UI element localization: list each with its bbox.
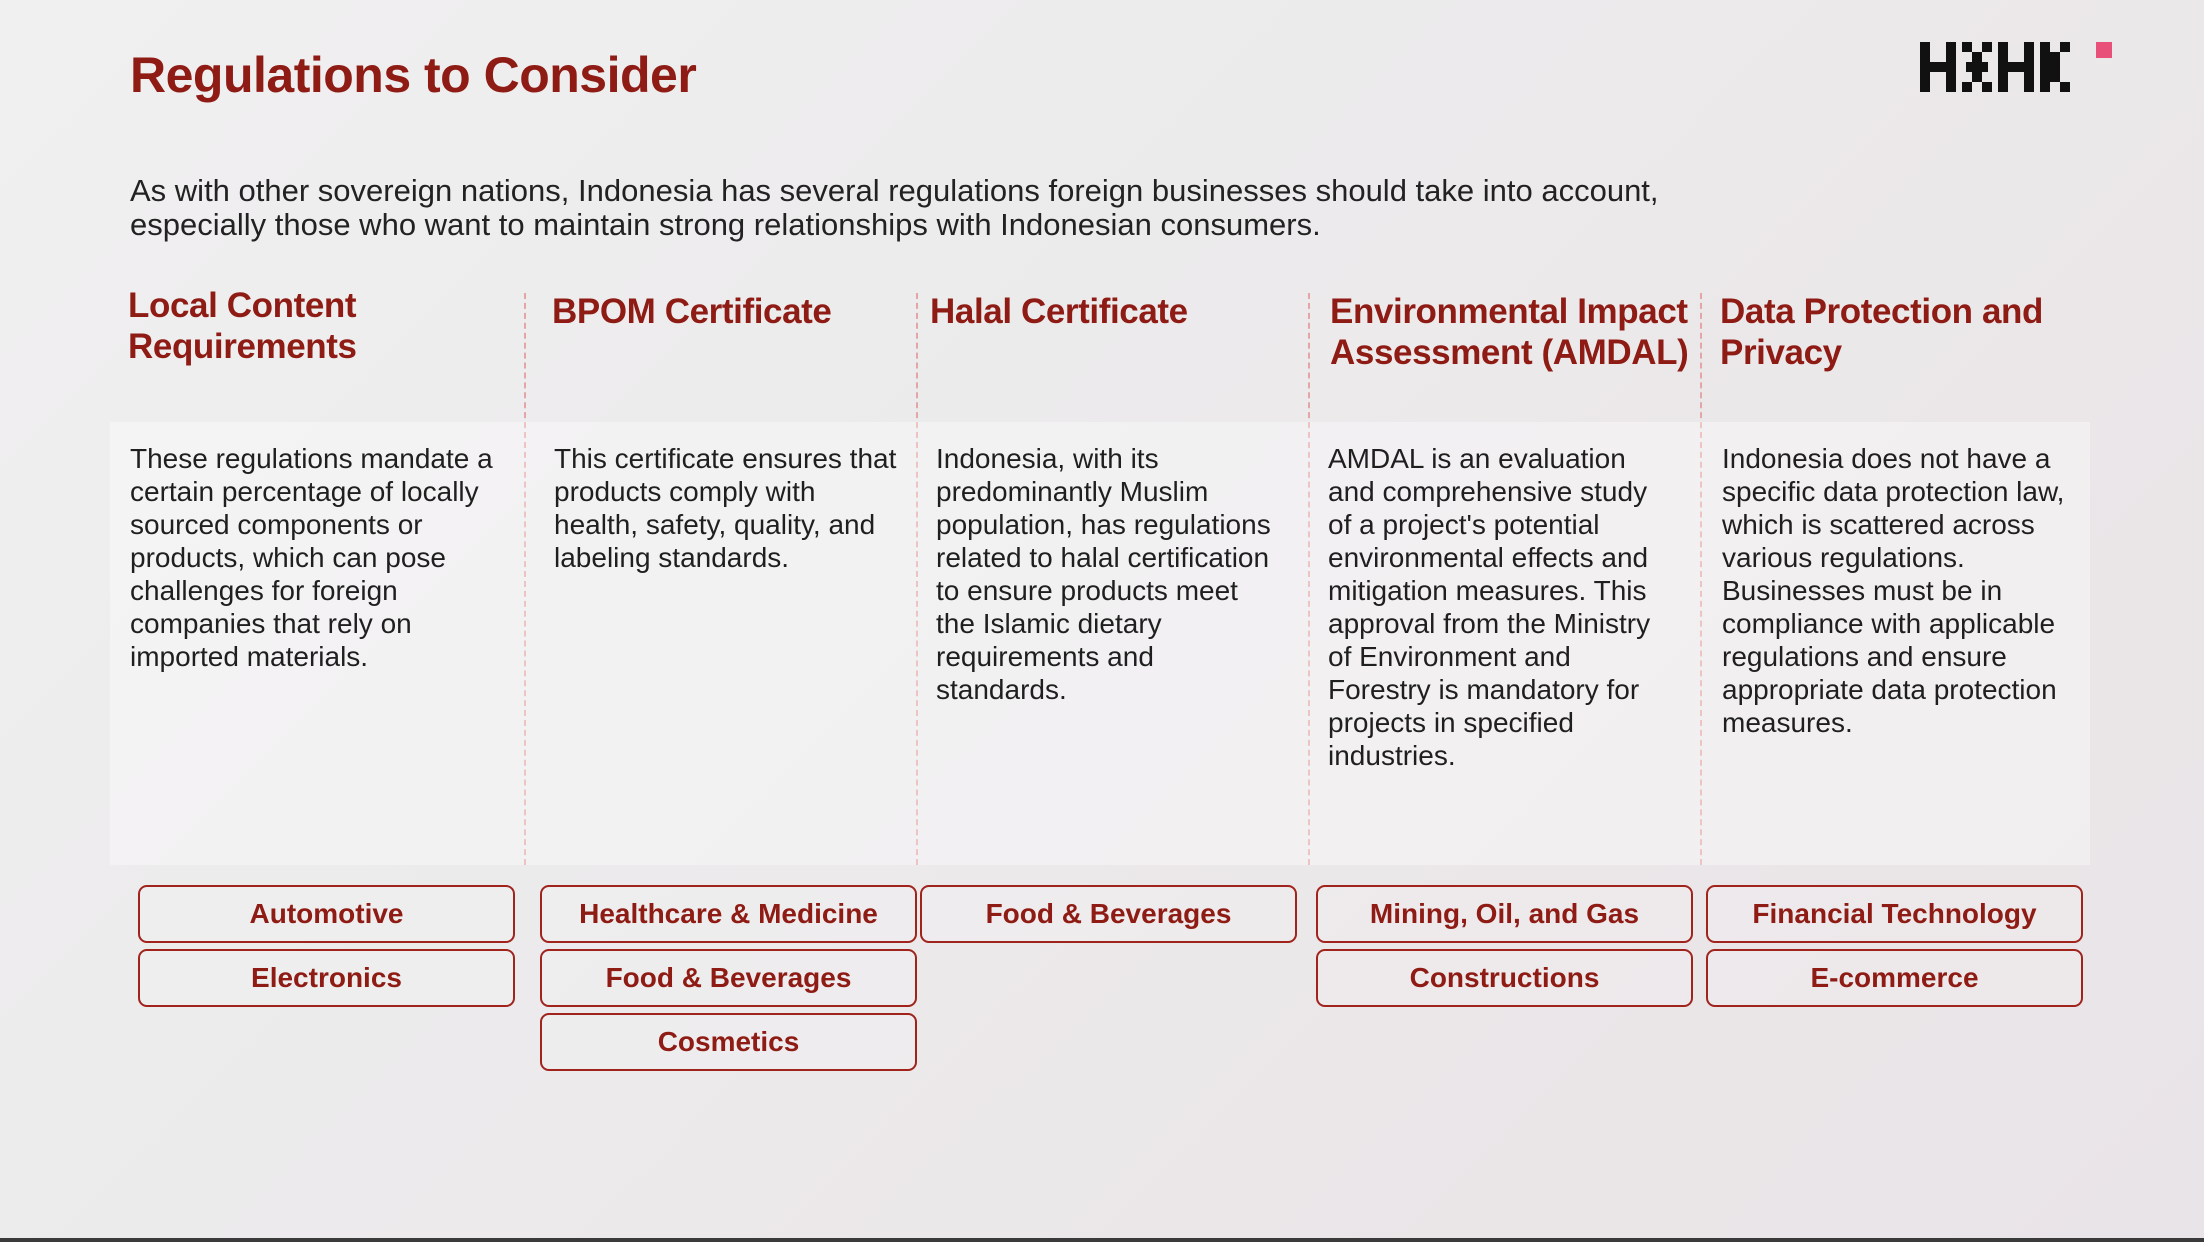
industry-tags	[1706, 885, 2083, 1013]
column-title: Environmental Impact Assessment (AMDAL)	[1330, 292, 1689, 372]
industry-tag: Automotive	[138, 885, 515, 943]
regulation-columns	[110, 285, 2090, 1080]
column-description: Indonesia does not have a specific data protection law, which is scattered across various regulations. Businesses must be in compliance with applicable regulations and ensure appropriate data protection measures.	[1722, 443, 2065, 738]
intro-paragraph: As with other sovereign nations, Indonesia has several regulations foreign businesses should take into account, especially those who want to maintain strong relationships with Indonesian consumers.	[130, 173, 1659, 242]
industry-tag: Food & Beverages	[540, 949, 917, 1007]
industry-tag: Mining, Oil, and Gas	[1316, 885, 1693, 943]
industry-tag: Electronics	[138, 949, 515, 1007]
column-data-protection	[1700, 285, 2090, 1080]
industry-tags	[1316, 885, 1693, 1013]
column-title: Halal Certificate	[930, 292, 1188, 331]
page-title: Regulations to Consider	[130, 47, 697, 103]
column-description: This certificate ensures that products comply with health, safety, quality, and labeling standards.	[554, 443, 897, 573]
bottom-border	[0, 1238, 2204, 1242]
column-title: BPOM Certificate	[552, 292, 832, 331]
column-bpom	[524, 285, 916, 1080]
industry-tag: Food & Beverages	[920, 885, 1297, 943]
column-description: These regulations mandate a certain percentage of locally sourced components or products, which can pose challenges for foreign companies that rely on imported materials.	[130, 443, 493, 672]
column-amdal	[1308, 285, 1700, 1080]
column-halal	[916, 285, 1308, 1080]
industry-tag: Financial Technology	[1706, 885, 2083, 943]
column-title: Local Content Requirements	[128, 286, 357, 366]
column-title: Data Protection and Privacy	[1720, 292, 2044, 372]
industry-tags	[920, 885, 1297, 949]
industry-tags	[138, 885, 515, 1013]
industry-tags	[540, 885, 917, 1077]
brand-logo-icon	[1920, 40, 2116, 94]
column-description: AMDAL is an evaluation and comprehensive study of a project's potential environmental effects and mitigation measures. This approval from the Ministry of Environment and Forestry is mandatory for projects in specified industries.	[1328, 443, 1651, 771]
industry-tag: Healthcare & Medicine	[540, 885, 917, 943]
column-local-content	[110, 285, 524, 1080]
industry-tag: Cosmetics	[540, 1013, 917, 1071]
industry-tag: Constructions	[1316, 949, 1693, 1007]
column-description: Indonesia, with its predominantly Muslim population, has regulations related to halal certification to ensure products meet the Islamic dietary requirements and standards.	[936, 443, 1271, 705]
industry-tag: E-commerce	[1706, 949, 2083, 1007]
